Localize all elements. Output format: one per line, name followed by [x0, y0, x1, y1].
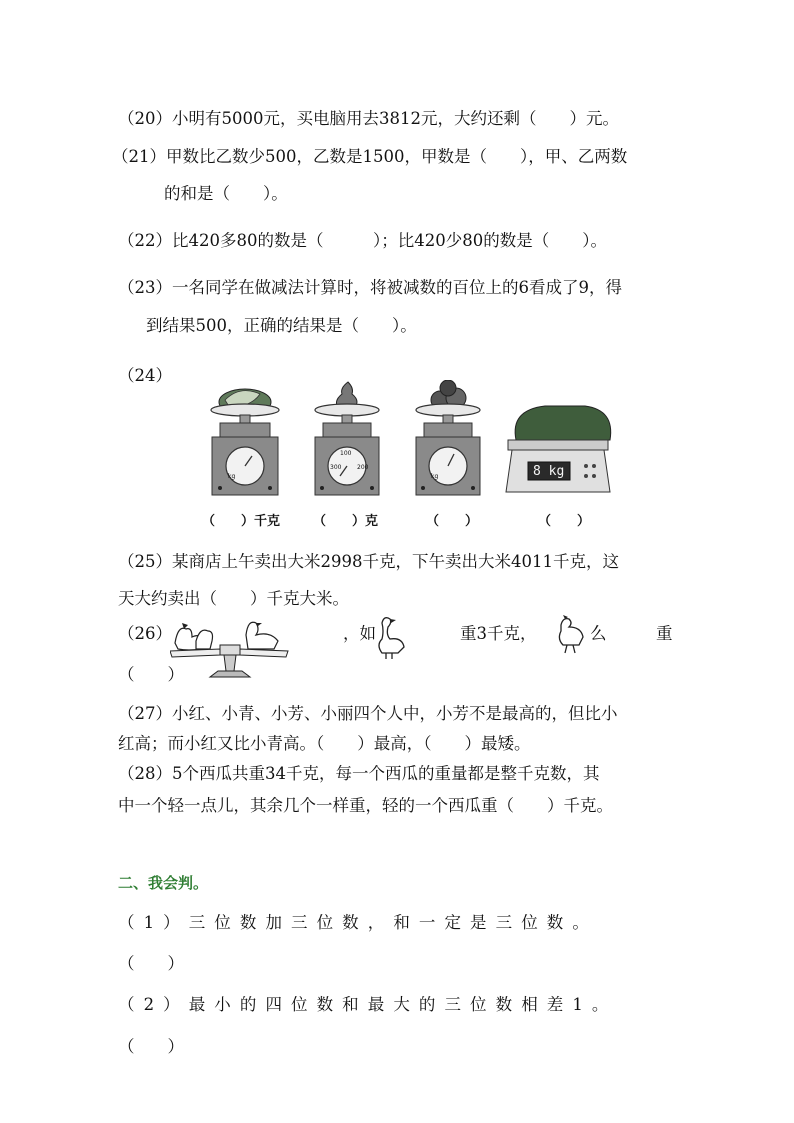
question-28-line1: （28）5个西瓜共重34千克，每一个西瓜的重量都是整千克数，其 — [118, 764, 600, 783]
question-26-answer: （ ） — [118, 665, 184, 684]
judge-1-answer: （ ） — [118, 954, 184, 973]
goose-icon — [372, 615, 408, 661]
question-25-line2: 天大约卖出（ ）千克大米。 — [118, 589, 349, 608]
dial-3-unit: kg — [431, 473, 439, 480]
q24-scales-figure — [190, 380, 620, 530]
scale-3-fruits — [416, 380, 480, 495]
dial-2-mark-300: 300 — [330, 464, 342, 471]
chicken-icon — [553, 615, 587, 655]
judge-2-answer: （ ） — [118, 1037, 184, 1056]
caption-scale-4: （ ） — [538, 514, 591, 529]
question-27-line1: （27）小红、小青、小芳、小丽四个人中，小芳不是最高的，但比小 — [118, 704, 618, 723]
scale-2-pear — [315, 382, 379, 495]
question-23-line1: （23）一名同学在做减法计算时，将被减数的百位上的6看成了9，得 — [118, 278, 622, 297]
digital-display: 8 kg — [533, 464, 565, 479]
dial-2-mark-100: 100 — [340, 450, 352, 457]
question-26-text-3: 么 — [590, 624, 607, 643]
question-21-line2: 的和是（ ）。 — [164, 184, 288, 203]
caption-scale-1: （ ）千克 — [202, 514, 281, 529]
judge-1: （1）三位数加三位数，和一定是三位数。 — [118, 913, 598, 932]
question-26-text-1: ，如 — [343, 624, 376, 643]
question-26-text-4: 重 — [656, 624, 673, 643]
caption-scale-3: （ ） — [426, 514, 479, 529]
question-27-line2: 红高；而小红又比小青高。（ ）最高，（ ）最矮。 — [118, 734, 531, 753]
question-26-label: （26） — [118, 624, 172, 643]
judge-2: （2）最小的四位数和最大的三位数相差1。 — [118, 995, 618, 1014]
dial-2-mark-200: 200 — [357, 464, 369, 471]
scale-1-cabbage — [211, 389, 279, 495]
q24-scales-illustration — [190, 380, 620, 530]
section-2-title: 二、我会判。 — [118, 874, 209, 892]
balance-with-birds-icon — [170, 615, 290, 687]
question-28-line2: 中一个轻一点儿，其余几个一样重，轻的一个西瓜重（ ）千克。 — [118, 796, 613, 815]
dial-1-unit: kg — [228, 473, 236, 480]
question-20: （20）小明有5000元，买电脑用去3812元，大约还剩（ ）元。 — [118, 109, 619, 128]
scale-4-digital-watermelon — [506, 406, 611, 492]
caption-scale-2: （ ）克 — [313, 514, 379, 529]
question-21-line1: （21）甲数比乙数少500，乙数是1500，甲数是（ ），甲、乙两数 — [112, 147, 628, 166]
question-25-line1: （25）某商店上午卖出大米2998千克，下午卖出大米4011千克，这 — [118, 552, 619, 571]
question-22: （22）比420多80的数是（ ）；比420少80的数是（ ）。 — [118, 231, 607, 250]
question-23-line2: 到结果500，正确的结果是（ ）。 — [146, 316, 417, 335]
question-24-label: （24） — [118, 366, 172, 385]
question-26-text-2: 重3千克， — [460, 624, 537, 643]
